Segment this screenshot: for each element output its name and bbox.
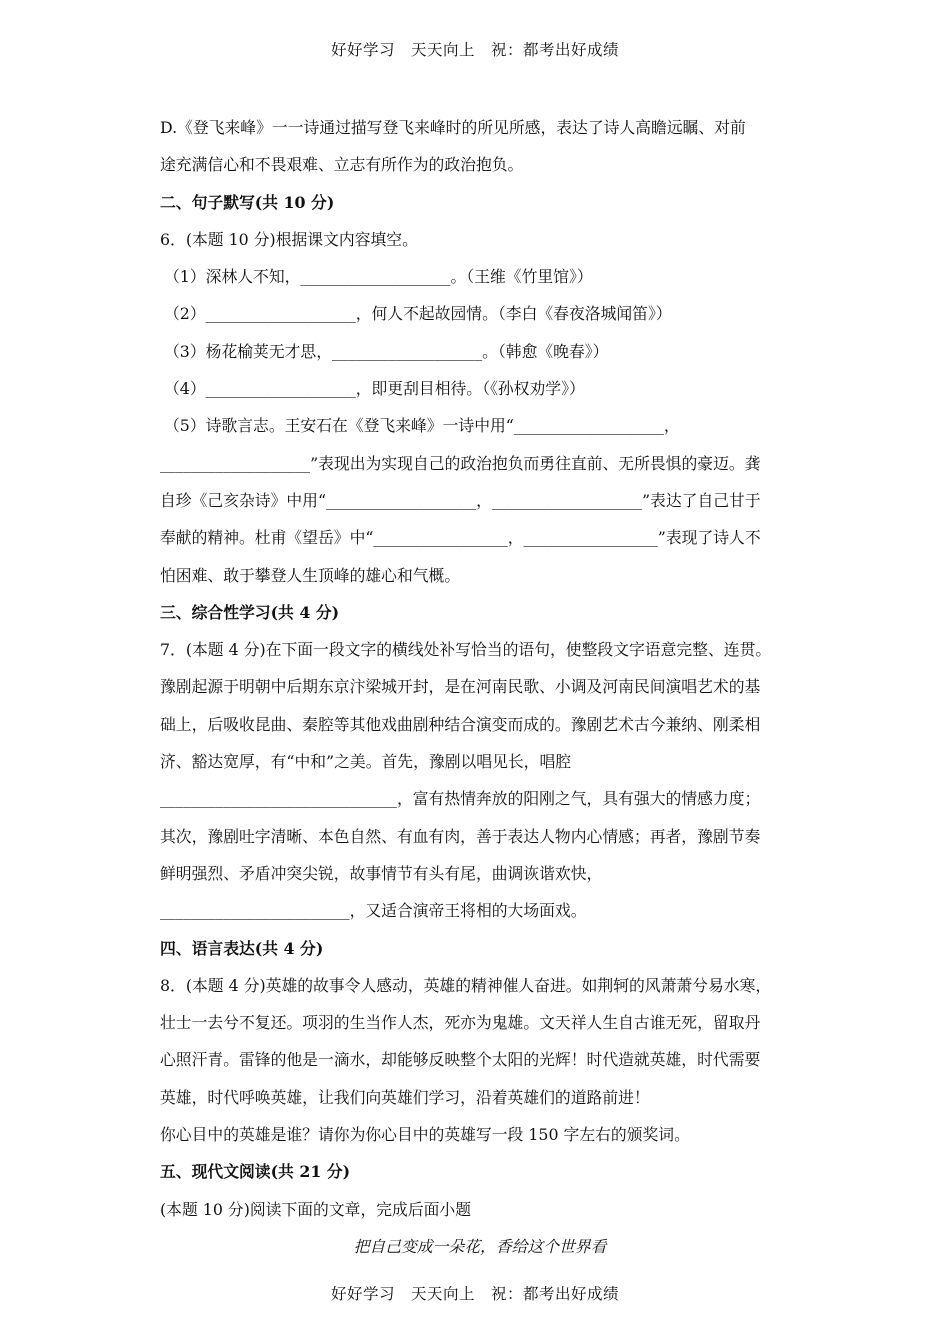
page-footer: 好好学习 天天向上 祝：都考出好成绩 [330, 1285, 619, 1303]
text-line: (本题 10 分)阅读下面的文章，完成后面小题 [160, 1199, 472, 1219]
text-line: D.《登飞来峰》一一诗通过描写登飞来峰时的所见所感，表达了诗人高瞻远瞩、对前 [160, 118, 746, 137]
text-line: （3）杨花榆荚无才思，___________________。（韩愈《晚春》） [164, 341, 609, 361]
section-heading: 二、句子默写(共 10 分) [160, 192, 335, 212]
text-line: 7．(本题 4 分)在下面一段文字的横线处补写恰当的语句，使整段文字语意完整、连贯。 [160, 640, 772, 660]
section-heading: 三、综合性学习(共 4 分) [160, 602, 340, 622]
text-line: 6．(本题 10 分)根据课文内容填空。 [160, 229, 418, 249]
article-title: 把自己变成一朵花，香给这个世界看 [353, 1236, 607, 1256]
text-line: （5）诗歌言志。王安石在《登飞来峰》一诗中用“___________________， [164, 416, 680, 436]
text-line: ___________________”表现出为实现自己的政治抱负而勇往直前、无所畏惧的豪迈。龚 [160, 453, 761, 473]
text-line: （1）深林人不知，___________________。（王维《竹里馆》） [164, 267, 593, 287]
text-line: 鲜明强烈、矛盾冲突尖锐，故事情节有头有尾，曲调诙谐欢快， [160, 863, 603, 883]
text-line: ______________________________，富有热情奔放的阳刚之气，具有强大的情感力度； [160, 789, 761, 809]
text-line: 奉献的精神。杜甫《望岳》中“_________________，_________________”表现了诗人不 [160, 528, 761, 548]
section-heading: 四、语言表达(共 4 分) [160, 938, 324, 958]
text-line: 础上，后吸收昆曲、秦腔等其他戏曲剧种结合演变而成的。豫剧艺术古今兼纳、刚柔相 [160, 714, 761, 734]
text-line: 济、豁达宽厚，有“中和”之美。首先，豫剧以唱见长，唱腔 [160, 752, 572, 772]
text-line: 8．(本题 4 分)英雄的故事令人感动，英雄的精神催人奋进。如荆轲的风萧萧兮易水寒， [160, 975, 772, 995]
text-line: 怕困难、敢于攀登人生顶峰的雄心和气概。 [160, 565, 461, 585]
page-header: 好好学习 天天向上 祝：都考出好成绩 [330, 41, 619, 59]
text-line: 心照汗青。雷锋的他是一滴水，却能够反映整个太阳的光辉！时代造就英雄，时代需要 [160, 1050, 761, 1070]
text-line: 你心目中的英雄是谁？请你为你心目中的英雄写一段 150 字左右的颁奖词。 [160, 1125, 690, 1145]
text-line: ________________________，又适合演帝王将相的大场面戏。 [160, 901, 587, 921]
document-body [160, 116, 800, 1272]
text-line: （4）___________________，即更刮目相待。（《孙权劝学》） [164, 379, 585, 399]
text-line: 其次，豫剧吐字清晰、本色自然、有血有肉，善于表达人物内心情感；再者，豫剧节奏 [160, 826, 761, 846]
text-line: 途充满信心和不畏艰难、立志有所作为的政治抱负。 [160, 155, 524, 175]
text-line: （2）___________________，何人不起故园情。（李白《春夜洛城闻笛》） [164, 304, 672, 324]
text-line: 壮士一去兮不复还。项羽的生当作人杰，死亦为鬼雄。文天祥人生自古谁无死，留取丹 [160, 1013, 761, 1033]
section-heading: 五、现代文阅读(共 21 分) [160, 1162, 351, 1182]
text-line: 自珍《己亥杂诗》中用“___________________，___________________”表达了自己甘于 [160, 490, 761, 510]
text-line: 英雄，时代呼唤英雄，让我们向英雄们学习，沿着英雄们的道路前进！ [160, 1087, 650, 1107]
text-line: 豫剧起源于明朝中后期东京汴梁城开封，是在河南民歌、小调及河南民间演唱艺术的基 [160, 677, 761, 697]
